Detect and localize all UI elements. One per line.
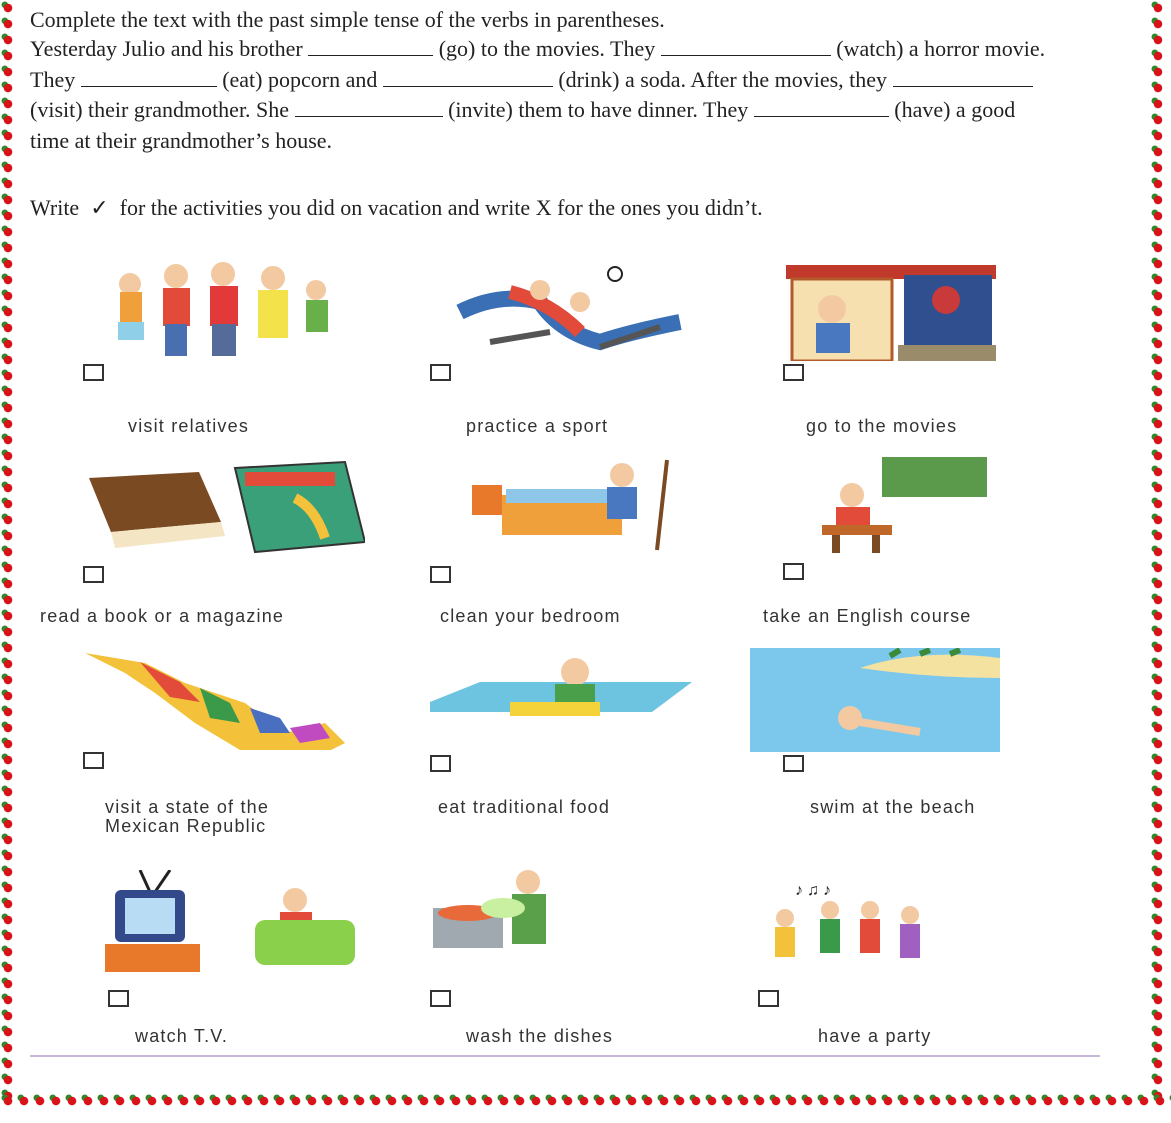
soccer-icon <box>450 262 695 362</box>
text-segment: (drink) a soda. After the movies, they <box>558 66 888 92</box>
activity-label: visit relatives <box>128 416 250 436</box>
activity-checkbox[interactable] <box>108 990 129 1007</box>
activity-label: clean your bedroom <box>440 606 621 626</box>
mexico-map-icon <box>80 648 355 750</box>
exercise1-paragraph <box>30 34 1148 156</box>
activity-label: go to the movies <box>806 416 958 436</box>
activity-checkbox[interactable] <box>783 755 804 772</box>
text-segment: (eat) popcorn and <box>222 66 378 92</box>
activity-checkbox[interactable] <box>430 755 451 772</box>
text-segment: time at their grandmother’s house. <box>30 127 333 153</box>
bedroom-icon <box>462 455 682 555</box>
activity-checkbox[interactable] <box>758 990 779 1007</box>
activity-checkbox[interactable] <box>783 364 804 381</box>
answer-blank-6[interactable] <box>295 100 443 117</box>
text-segment: (watch) a horror movie. <box>836 36 1046 61</box>
text-segment: for the activities you did on vacation and write <box>119 195 531 220</box>
svg-text:♪ ♫ ♪: ♪ ♫ ♪ <box>795 882 831 899</box>
text-segment: (have) a good <box>894 97 1016 122</box>
divider-line <box>30 1055 1100 1057</box>
activity-label: read a book or a magazine <box>40 606 285 626</box>
food-table-icon <box>430 652 692 744</box>
answer-blank-4[interactable] <box>383 70 553 87</box>
dishes-icon <box>428 868 568 975</box>
text-segment: They <box>30 66 76 92</box>
decorative-border-right <box>1150 0 1171 1100</box>
text-segment: (invite) them to have dinner. They <box>448 97 749 122</box>
activity-checkbox[interactable] <box>83 752 104 769</box>
check-mark-icon: ✓ <box>90 195 109 220</box>
student-board-icon <box>812 455 987 555</box>
activity-label: visit a state of the <box>105 797 270 817</box>
activity-checkbox[interactable] <box>83 364 104 381</box>
decorative-border-left <box>0 0 22 1100</box>
activity-checkbox[interactable] <box>430 566 451 583</box>
answer-blank-5[interactable] <box>893 70 1033 87</box>
x-mark-icon: X <box>535 195 552 220</box>
activity-label: wash the dishes <box>466 1026 614 1046</box>
beach-swim-icon <box>750 648 1000 752</box>
text-segment: for the ones you didn’t. <box>557 195 763 220</box>
activity-label: swim at the beach <box>810 797 976 817</box>
activity-checkbox[interactable] <box>83 566 104 583</box>
answer-blank-3[interactable] <box>81 70 217 87</box>
party-icon <box>755 870 940 975</box>
activity-checkbox[interactable] <box>430 364 451 381</box>
activity-label-continued: Mexican Republic <box>105 816 267 836</box>
answer-blank-2[interactable] <box>661 39 831 56</box>
book-magazine-icon <box>85 458 365 554</box>
text-segment: Write <box>30 195 80 220</box>
exercise1-instruction: Complete the text with the past simple tense of the verbs in parentheses. <box>30 7 665 32</box>
activity-label: practice a sport <box>466 416 609 436</box>
tv-icon <box>105 870 365 975</box>
text-segment: (visit) their grandmother. She <box>30 97 290 122</box>
answer-blank-7[interactable] <box>754 100 889 117</box>
text-segment: Yesterday Julio and his brother <box>30 36 303 61</box>
exercise2-instruction <box>30 193 763 223</box>
activity-label: have a party <box>818 1026 932 1046</box>
family-icon <box>108 262 348 362</box>
activity-label: watch T.V. <box>135 1026 229 1046</box>
activity-label: eat traditional food <box>438 797 611 817</box>
answer-blank-1[interactable] <box>308 39 433 56</box>
movie-window-icon <box>786 265 996 361</box>
decorative-border-bottom <box>0 1093 1171 1115</box>
activity-checkbox[interactable] <box>783 563 804 580</box>
text-segment: (go) to the movies. They <box>438 36 656 61</box>
activity-checkbox[interactable] <box>430 990 451 1007</box>
activity-label: take an English course <box>763 606 972 626</box>
